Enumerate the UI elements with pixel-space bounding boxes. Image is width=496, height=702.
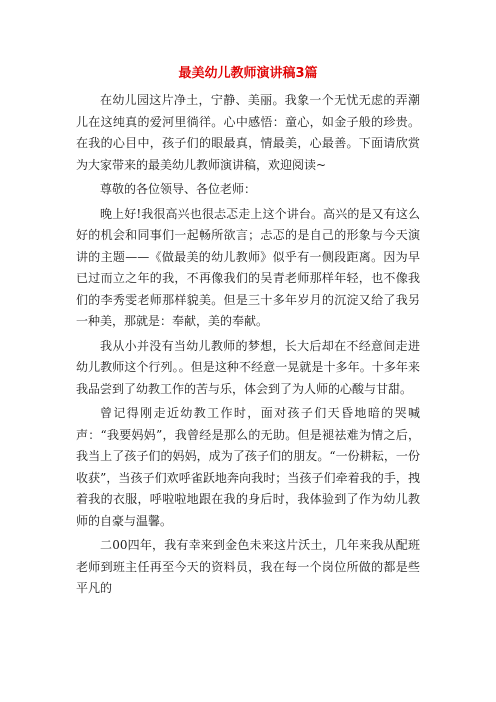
paragraph-salutation: 尊敬的各位领导、各位老师：: [100, 182, 257, 196]
paragraph-greeting: 晚上好!我很高兴也很忐忑走上这个讲台。高兴的是又有这么好的机会和同事们一起畅所欲言；忐忑的是自己的形象与今天演讲的主题——《做最美的幼儿教师》似乎有一侧段距离。因为早已过而立之年的我，不再像我们的吴青老师那样年轻，也不像我们的李秀雯老师那样貌美。但是三十多年岁月的沉淀又给了我另一种美，那就是：奉献，美的奉献。: [76, 206, 420, 328]
paragraph-dream: 我从小并没有当幼儿教师的梦想，长大后却在不经意间走进幼儿教师这个行列。。但是这种不经意一晃就是十多年。十多年来我品尝到了幼教工作的苦与乐，体会到了为人师的心酸与甘甜。: [76, 338, 420, 396]
paragraph-intro: 在幼儿园这片净土，宁静、美丽。我象一个无忧无虑的弄潮儿在这纯真的爱河里徜徉。心中感悟：童心，如金子般的珍贵。在我的心目中，孩子们的眼最真，情最美，心最善。下面请欣赏为大家带来的最美幼儿教师演讲稿，欢迎阅读~: [76, 93, 420, 172]
document-body: [76, 90, 420, 603]
paragraph-2004: 二00四年，我有幸来到金色未来这片沃土，几年来我从配班老师到班主任再至今天的资料员，我在每一个岗位所做的都是些平凡的: [76, 538, 420, 595]
document-title: 最美幼儿教师演讲稿3篇: [178, 66, 318, 81]
paragraph-memory: 曾记得刚走近幼教工作时，面对孩子们天昏地暗的哭喊声：“我要妈妈”，我曾经是那么的无助。但是褪祛难为情之后，我当上了孩子们的妈妈，成为了孩子们的朋友。“一份耕耘，一份收获”，当孩子们欢呼雀跃地奔向我时；当孩子们牵着我的手，拽着我的衣服，呼啦啦地跟在我的身后时，我体验到了作为幼儿教师的自豪与温馨。: [76, 406, 420, 528]
